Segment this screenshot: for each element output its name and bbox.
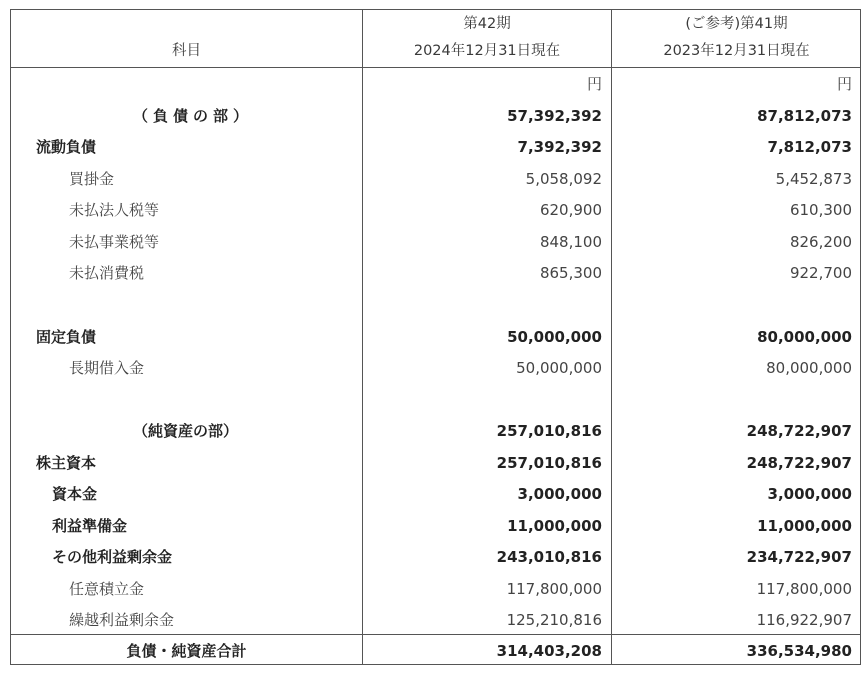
previous-value: 922,700 xyxy=(789,264,852,282)
previous-value: 248,722,907 xyxy=(746,454,852,472)
current-value: 125,210,816 xyxy=(506,611,602,629)
accrued-corporate-tax-label: 未払法人税等 xyxy=(69,201,160,219)
previous-value: 87,812,073 xyxy=(757,107,852,125)
current-value: 117,800,000 xyxy=(506,580,602,598)
section-net-assets-label: （純資産の部） xyxy=(133,422,239,440)
previous-value: 3,000,000 xyxy=(767,485,852,503)
header-current-period: 第42期 xyxy=(463,16,511,32)
header-previous-date: 2023年12月31日現在 xyxy=(663,43,810,59)
accrued-business-tax-label: 未払事業税等 xyxy=(69,233,160,251)
current-value: 257,010,816 xyxy=(496,422,602,440)
accounts-payable-label: 買掛金 xyxy=(69,170,115,188)
current-value: 620,900 xyxy=(539,201,602,219)
previous-value: 80,000,000 xyxy=(757,328,852,346)
previous-total-value: 336,534,980 xyxy=(746,642,852,660)
current-value: 7,392,392 xyxy=(517,138,602,156)
current-value: 243,010,816 xyxy=(496,548,602,566)
long-term-loans-label: 長期借入金 xyxy=(69,359,145,377)
total-liabilities-net-assets-label: 負債・純資産合計 xyxy=(126,642,247,660)
previous-value: 234,722,907 xyxy=(746,548,852,566)
previous-value: 116,922,907 xyxy=(756,611,852,629)
total-divider xyxy=(11,634,860,635)
header-item-label: 科目 xyxy=(172,43,201,59)
section-liabilities-label: （負債の部） xyxy=(133,107,254,125)
capital-stock-label: 資本金 xyxy=(52,485,98,503)
previous-value: 826,200 xyxy=(789,233,852,251)
balance-sheet-table xyxy=(10,9,861,665)
current-liabilities-label: 流動負債 xyxy=(36,138,97,156)
header-previous-period: (ご参考)第41期 xyxy=(685,16,788,32)
previous-value: 7,812,073 xyxy=(767,138,852,156)
current-value: 11,000,000 xyxy=(507,517,602,535)
unit-label-previous: 円 xyxy=(836,75,852,93)
voluntary-reserve-label: 任意積立金 xyxy=(69,580,145,598)
current-value: 50,000,000 xyxy=(507,328,602,346)
previous-value: 11,000,000 xyxy=(757,517,852,535)
current-value: 5,058,092 xyxy=(525,170,602,188)
fixed-liabilities-label: 固定負債 xyxy=(36,328,97,346)
current-value: 865,300 xyxy=(539,264,602,282)
current-value: 257,010,816 xyxy=(496,454,602,472)
header-divider xyxy=(11,67,860,68)
header-current-date: 2024年12月31日現在 xyxy=(413,43,561,59)
current-value: 848,100 xyxy=(539,233,602,251)
retained-earnings-carried-forward-label: 繰越利益剰余金 xyxy=(69,611,175,629)
current-value: 57,392,392 xyxy=(507,107,602,125)
current-total-value: 314,403,208 xyxy=(496,642,602,660)
previous-value: 80,000,000 xyxy=(766,359,852,377)
legal-retained-earnings-label: 利益準備金 xyxy=(52,517,128,535)
other-retained-earnings-label: その他利益剰余金 xyxy=(52,548,173,566)
previous-value: 610,300 xyxy=(789,201,852,219)
unit-label-current: 円 xyxy=(586,75,602,93)
current-value: 3,000,000 xyxy=(517,485,602,503)
current-value: 50,000,000 xyxy=(516,359,602,377)
accrued-consumption-tax-label: 未払消費税 xyxy=(69,264,145,282)
previous-value: 5,452,873 xyxy=(775,170,852,188)
previous-value: 248,722,907 xyxy=(746,422,852,440)
shareholders-equity-label: 株主資本 xyxy=(36,454,97,472)
previous-value: 117,800,000 xyxy=(756,580,852,598)
